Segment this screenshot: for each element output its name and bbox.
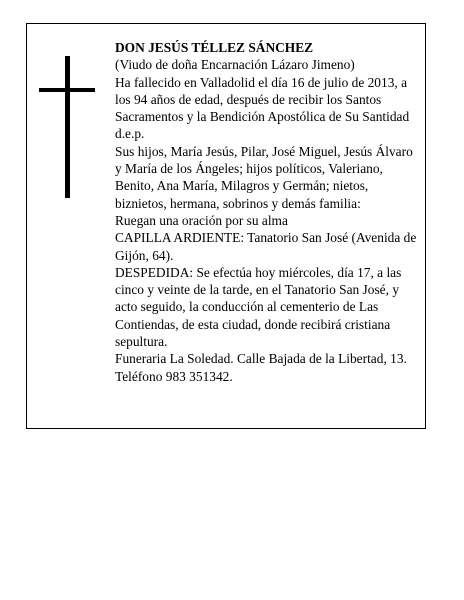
cross-horizontal-bar	[39, 88, 95, 92]
family-members: Sus hijos, María Jesús, Pilar, José Miguel, Jesús Álvaro y María de los Ángeles; hijos políticos, Valeriano, Benito, Ana María, Milagros y Germán; nietos, biznietos, hermana, sobrinos y demás familia:	[115, 143, 413, 211]
dep-abbreviation: d.e.p.	[115, 126, 145, 142]
death-announcement: Ha fallecido en Valladolid el día 16 de julio de 2013, a los 94 años de edad, después de recibir los Santos Sacramentos y la Bendición Apostólica de Su Santidad	[115, 74, 410, 125]
cross-vertical-bar	[65, 56, 70, 198]
funeral-home-info: Funeraria La Soledad. Calle Bajada de la Libertad, 13. Teléfono 983 351342.	[115, 351, 407, 384]
obituary-notice	[26, 23, 426, 429]
deceased-name: DON JESÚS TÉLLEZ SÁNCHEZ	[115, 40, 314, 55]
farewell-info: DESPEDIDA: Se efectúa hoy miércoles, día 17, a las cinco y veinte de la tarde, en el Tanatorio San José, y acto seguido, la conducción al cementerio de Las Contiendas, de esta ciudad, donde recibirá cristiana sepultura.	[115, 264, 402, 350]
chapel-info: CAPILLA ARDIENTE: Tanatorio San José (Avenida de Gijón, 64).	[115, 230, 417, 263]
widower-of: (Viudo de doña Encarnación Lázaro Jimeno)	[115, 57, 355, 73]
notice-text	[115, 39, 420, 385]
cross-icon	[39, 56, 95, 198]
prayer-request: Ruegan una oración por su alma	[115, 212, 288, 228]
